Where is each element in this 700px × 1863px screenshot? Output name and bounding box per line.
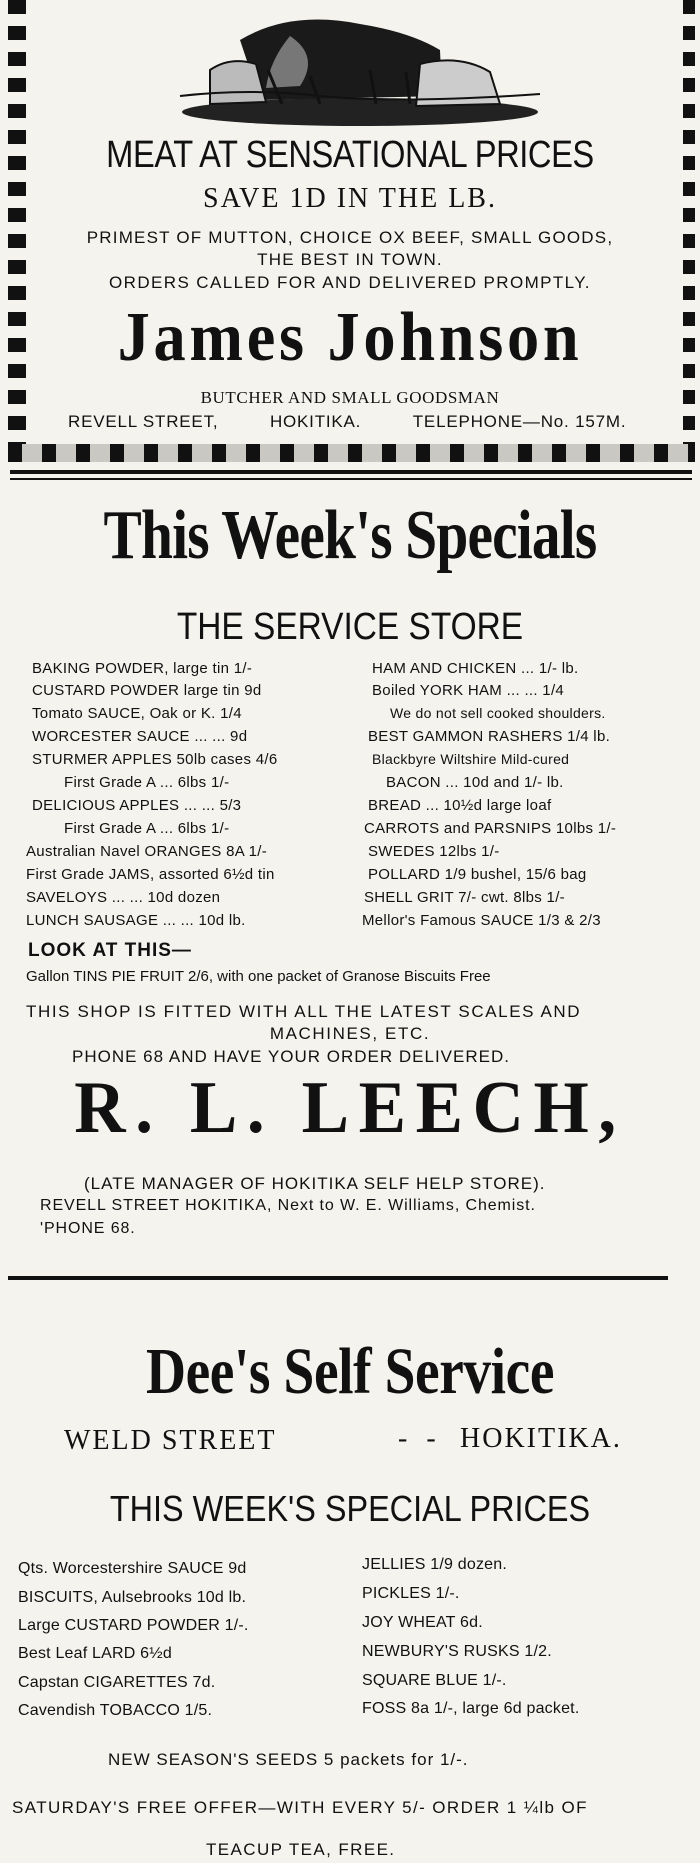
dees-street: WELD STREET — [64, 1425, 277, 1456]
dees-offer-line-2: TEACUP TEA, FREE. — [206, 1840, 396, 1859]
leech-phone: 'PHONE 68. — [40, 1220, 136, 1237]
list-item: We do not sell cooked shoulders. — [390, 705, 606, 721]
leech-gallon-line: Gallon TINS PIE FRUIT 2/6, with one packet of Granose Biscuits Free — [26, 968, 491, 985]
johnson-subhead: SAVE 1D IN THE LB. — [203, 183, 497, 214]
list-item: Tomato SAUCE, Oak or K. 1/4 — [32, 705, 242, 722]
list-item: DELICIOUS APPLES ... ... 5/3 — [32, 797, 242, 814]
list-item: SHELL GRIT 7/- cwt. 8lbs 1/- — [364, 889, 565, 906]
dees-town: HOKITIKA. — [460, 1423, 622, 1454]
list-item: Boiled YORK HAM ... ... 1/4 — [372, 682, 565, 699]
johnson-headline: MEAT AT SENSATIONAL PRICES — [106, 134, 594, 176]
johnson-line-1: PRIMEST OF MUTTON, CHOICE OX BEEF, SMALL GOODS, — [86, 228, 614, 247]
list-item: SAVELOYS ... ... 10d dozen — [26, 889, 221, 906]
johnson-phone: TELEPHONE—No. 157M. — [412, 412, 627, 431]
dees-prices-title: THIS WEEK'S SPECIAL PRICES — [109, 1488, 591, 1529]
list-item: First Grade A ... 6lbs 1/- — [64, 820, 230, 837]
list-item: NEWBURY'S RUSKS 1/2. — [362, 1643, 552, 1660]
list-item: WORCESTER SAUCE ... ... 9d — [32, 728, 248, 745]
johnson-trade: BUTCHER AND SMALL GOODSMAN — [200, 388, 500, 407]
list-item: JELLIES 1/9 dozen. — [362, 1556, 508, 1573]
johnson-line-2: THE BEST IN TOWN. — [257, 250, 443, 269]
leech-address: REVELL STREET HOKITIKA, Next to W. E. Williams, Chemist. — [40, 1197, 536, 1214]
list-item: BISCUITS, Aulsebrooks 10d lb. — [18, 1589, 247, 1606]
list-item: PICKLES 1/-. — [362, 1585, 460, 1602]
leech-name: R. L. LEECH, — [74, 1067, 626, 1149]
list-item: CARROTS and PARSNIPS 10lbs 1/- — [364, 820, 617, 837]
list-item: LUNCH SAUSAGE ... ... 10d lb. — [26, 912, 246, 929]
leech-store-name: THE SERVICE STORE — [176, 606, 524, 648]
list-item: JOY WHEAT 6d. — [362, 1614, 483, 1631]
list-item: BREAD ... 10½d large loaf — [368, 797, 552, 814]
list-item: Large CUSTARD POWDER 1/-. — [18, 1617, 249, 1634]
list-item: HAM AND CHICKEN ... 1/- lb. — [372, 660, 579, 677]
livestock-engraving — [170, 0, 550, 128]
leech-banner: This Week's Specials — [103, 497, 597, 574]
list-item: Cavendish TOBACCO 1/5. — [18, 1702, 213, 1719]
list-item: Qts. Worcestershire SAUCE 9d — [18, 1560, 247, 1577]
section-rule-2 — [8, 1276, 668, 1280]
list-item: SQUARE BLUE 1/-. — [362, 1672, 507, 1689]
list-item: Australian Navel ORANGES 8A 1/- — [26, 843, 268, 860]
dees-seeds-line: NEW SEASON'S SEEDS 5 packets for 1/-. — [108, 1750, 469, 1769]
list-item: First Grade JAMS, assorted 6½d tin — [26, 866, 275, 883]
leech-look-heading: LOOK AT THIS— — [28, 940, 192, 961]
list-item: POLLARD 1/9 bushel, 15/6 bag — [368, 866, 587, 883]
list-item: First Grade A ... 6lbs 1/- — [64, 774, 230, 791]
johnson-name: James Johnson — [117, 299, 583, 376]
list-item: BAKING POWDER, large tin 1/- — [32, 660, 253, 677]
list-item: STURMER APPLES 50lb cases 4/6 — [32, 751, 278, 768]
leech-late-line: (LATE MANAGER OF HOKITIKA SELF HELP STORE). — [84, 1174, 546, 1193]
list-item: BEST GAMMON RASHERS 1/4 lb. — [368, 728, 611, 745]
list-item: FOSS 8a 1/-, large 6d packet. — [362, 1700, 580, 1717]
list-item: CUSTARD POWDER large tin 9d — [32, 682, 262, 699]
section-rule-1b — [10, 478, 692, 480]
leech-shop-line-1: THIS SHOP IS FITTED WITH ALL THE LATEST SCALES AND — [26, 1002, 582, 1021]
list-item: Mellor's Famous SAUCE 1/3 & 2/3 — [362, 912, 601, 929]
dees-name: Dee's Self Service — [145, 1335, 555, 1408]
johnson-street: REVELL STREET, — [68, 412, 219, 431]
bottom-checker-border — [8, 444, 695, 462]
johnson-line-3: ORDERS CALLED FOR AND DELIVERED PROMPTLY. — [109, 273, 591, 292]
dees-offer-line-1: SATURDAY'S FREE OFFER—WITH EVERY 5/- ORDER 1 ¼lb OF — [12, 1798, 588, 1817]
johnson-address-row — [68, 412, 668, 432]
list-item: Capstan CIGARETTES 7d. — [18, 1674, 216, 1691]
leech-phone-line: PHONE 68 AND HAVE YOUR ORDER DELIVERED. — [72, 1047, 510, 1066]
list-item: Best Leaf LARD 6½d — [18, 1645, 172, 1662]
section-rule-1 — [10, 470, 692, 474]
leech-shop-line-2: MACHINES, ETC. — [269, 1024, 431, 1043]
johnson-town: HOKITIKA. — [269, 412, 362, 431]
dees-dash: - - — [398, 1423, 442, 1454]
list-item: SWEDES 12lbs 1/- — [368, 843, 500, 860]
list-item: Blackbyre Wiltshire Mild-cured — [372, 751, 570, 767]
list-item: BACON ... 10d and 1/- lb. — [386, 774, 564, 791]
